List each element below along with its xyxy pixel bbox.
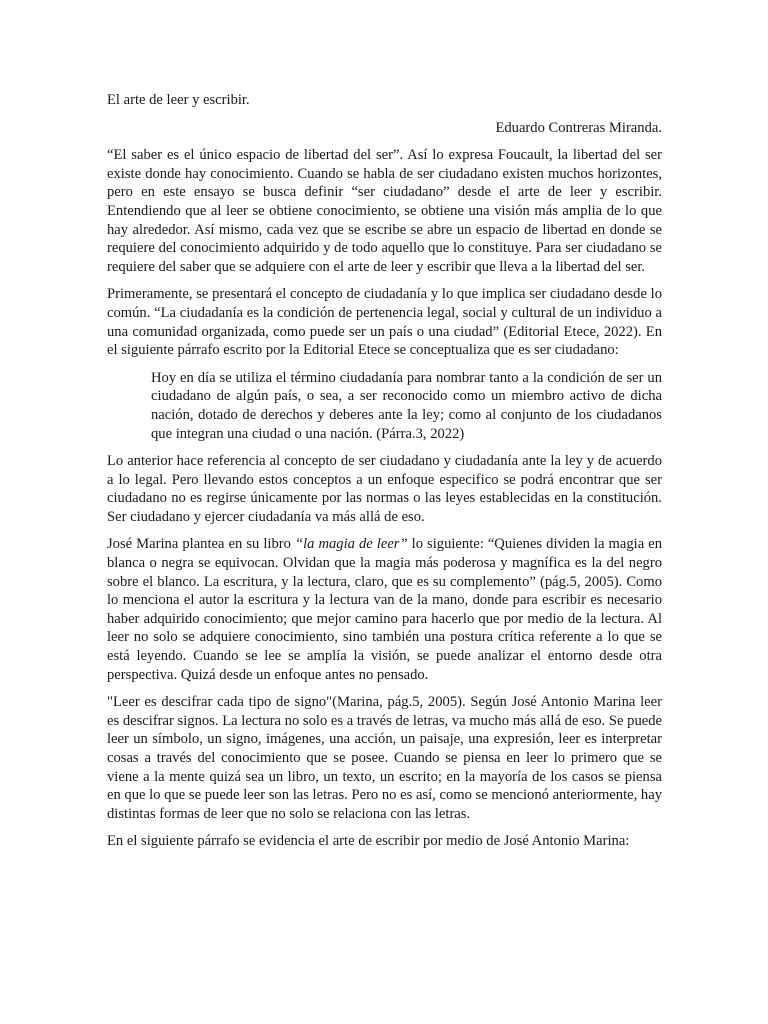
book-title-italic: “la magia de leer” <box>294 536 408 553</box>
paragraph-writing-art: En el siguiente párrafo se evidencia el arte de escribir por medio de José Antonio Marina: <box>107 833 630 850</box>
paragraph-marina-magic <box>107 535 662 684</box>
paragraph-citizenship-concept: Primeramente, se presentará el concepto de ciudadanía y lo que implica ser ciudadano desde lo común. “La ciudadanía es la condición de pertenencia legal, social y cultural de un individuo a una comunidad organizada, como puede ser un país o una ciudad” (Editorial Etece, 2022). En el siguiente párrafo escrito por la Editorial Etece se conceptualiza que es ser ciudadano: <box>107 286 662 359</box>
paragraph-reading-signs: "Leer es descifrar cada tipo de signo"(Marina, pág.5, 2005). Según José Antonio Marina leer es descifrar signos. La lectura no solo es a través de letras, va mucho más allá de eso. Se puede leer un símbolo, un signo, imágenes, una acción, un paisaje, una expresión, leer es interpretar cosas a través del conocimiento que se posee. Cuando se piensa en leer lo primero que se viene a la mente quizá sea un libro, un texto, un escrito; en la mayoría de los casos se piensa en que lo que se puede leer son las letras. Pero no es así, como se mencionó anteriormente, hay distintas formas de leer que no solo se relaciona con las letras. <box>107 694 662 822</box>
block-quote-etece: Hoy en día se utiliza el término ciudadanía para nombrar tanto a la condición de ser un ciudadano de algún país, o sea, a ser reconocido como un miembro activo de dicha nación, dotado de derechos y deberes ante la ley; como al conjunto de los ciudadanos que integran una ciudad o una nación. (Párra.3, 2022) <box>151 369 662 442</box>
paragraph-marina-magic-lead: José Marina plantea en su libro <box>107 536 295 553</box>
author-name: Eduardo Contreras Miranda. <box>495 119 662 136</box>
paragraph-intro: “El saber es el único espacio de libertad del ser”. Así lo expresa Foucault, la libertad del ser existe donde hay conocimiento. Cuando se habla de ser ciudadano existen muchos horizontes, pero en este ensayo se busca definir “ser ciudadano” desde el arte de leer y escribir. Entendiendo que al leer se obtiene conocimiento, se obtiene una visión más amplia de lo que hay alrededor. Así mismo, cada vez que se escribe se abre un espacio de libertad en donde se requiere del conocimiento adquirido y de todo aquello que lo constituye. Para ser ciudadano se requiere del saber que se adquiere con el arte de leer y escribir que lleva a la libertad del ser. <box>107 147 662 275</box>
paragraph-marina-magic-body: lo siguiente: “Quienes dividen la magia en blanca o negra se equivocan. Olvidan que la magia más poderosa y magnífica es la del negro sobre el blanco. La escritura, y la lectura, claro, que es su complemento” (pág.5, 2005). Como lo menciona el autor la escritura y la lectura van de la mano, donde para escribir es necesario haber adquirido conocimiento; que mejor camino para hacerlo que por medio de la lectura. Al leer no solo se adquiere conocimiento, sino también una postura crítica referente a lo que se está leyendo. Cuando se lee se amplía la visión, se puede analizar el entorno desde otra perspectiva. Quizá desde un enfoque antes no pensado. <box>107 536 663 683</box>
paragraph-legal-reference: Lo anterior hace referencia al concepto de ser ciudadano y ciudadanía ante la ley y de acuerdo a lo legal. Pero llevando estos conceptos a un enfoque especifico se podrá encontrar que ser ciudadano no es regirse únicamente por las normas o las leyes establecidas en la constitución. Ser ciudadano y ejercer ciudadanía va más allá de eso. <box>107 453 662 525</box>
essay-title: El arte de leer y escribir. <box>107 92 250 108</box>
